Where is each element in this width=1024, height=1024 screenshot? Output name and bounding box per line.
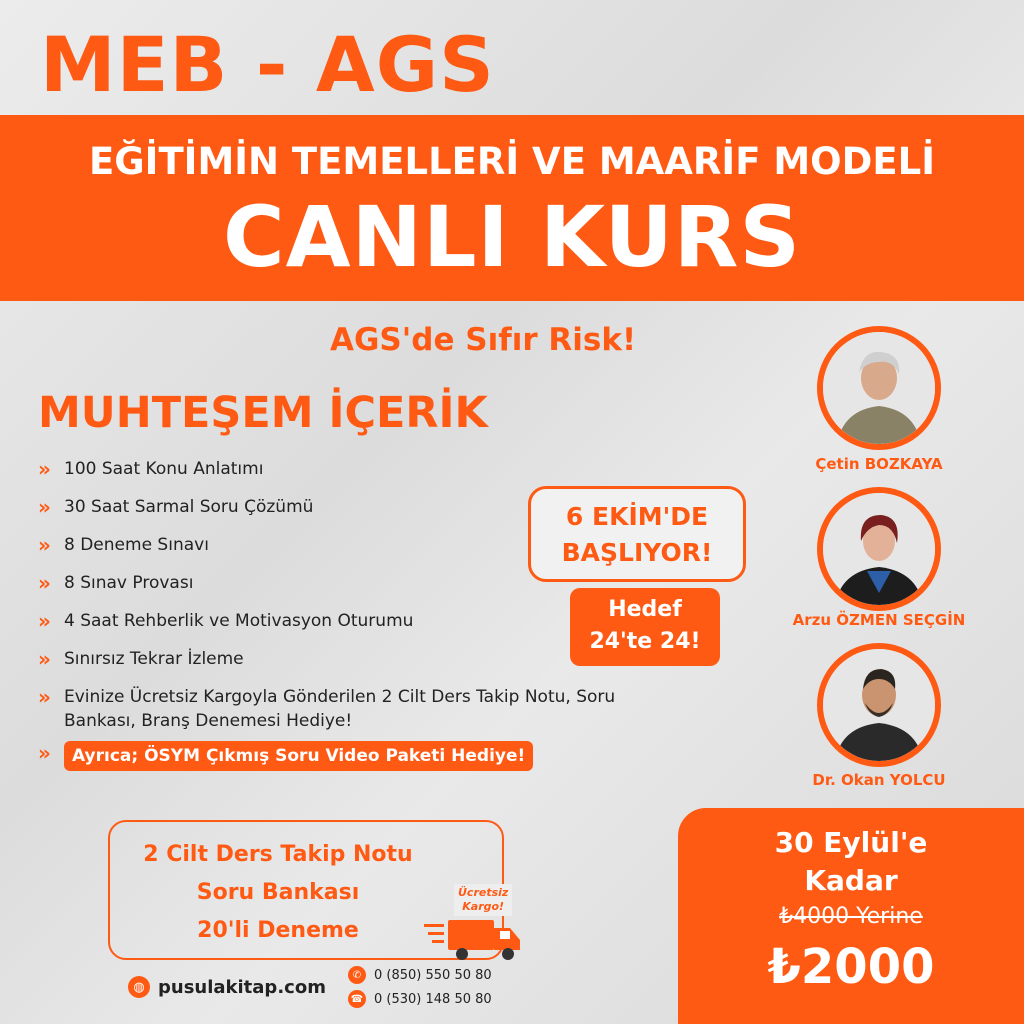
chevron-right-icon: » <box>38 495 51 519</box>
main-title: MEB - AGS <box>40 20 495 109</box>
chevron-right-icon: » <box>38 609 51 633</box>
avatar <box>817 326 941 450</box>
header-banner <box>0 115 1024 301</box>
cargo-line-2: Kargo! <box>462 900 505 913</box>
teacher-photo-1 <box>823 332 935 444</box>
price-deadline-line-2: Kadar <box>804 864 898 897</box>
old-price: ₺4000 Yerine <box>779 904 923 929</box>
chevron-right-icon: » <box>38 571 51 595</box>
free-cargo-label <box>454 884 512 916</box>
goal-line-2: 24'te 24! <box>589 629 701 654</box>
bundle-item: 2 Cilt Ders Takip Notu <box>143 842 413 867</box>
phone-icon: ☎ <box>348 990 366 1008</box>
list-item-text: 30 Saat Sarmal Soru Çözümü <box>64 497 314 517</box>
cargo-line-1: Ücretsiz <box>458 886 509 899</box>
list-item-text: 8 Sınav Provası <box>64 573 194 593</box>
bundle-item: Soru Bankası <box>196 880 360 905</box>
avatar <box>817 643 941 767</box>
list-item-text: 4 Saat Rehberlik ve Motivasyon Oturumu <box>64 611 414 631</box>
website[interactable] <box>128 976 326 998</box>
list-item <box>38 685 698 733</box>
banner-headline: CANLI KURS <box>223 188 801 286</box>
goal-box <box>570 588 720 666</box>
chevron-right-icon: » <box>38 533 51 557</box>
list-item-text: Ayrıca; ÖSYM Çıkmış Soru Video Paketi Hediye! <box>64 741 533 771</box>
teacher-photo-3 <box>823 649 935 761</box>
phone-contact[interactable] <box>348 990 492 1008</box>
teacher-name-1: Çetin BOZKAYA <box>815 455 943 473</box>
price-deadline-line-1: 30 Eylül'e <box>774 826 928 859</box>
chevron-right-icon: » <box>38 741 51 765</box>
bundle-item: 20'li Deneme <box>197 918 359 943</box>
whatsapp-icon: ✆ <box>348 966 366 984</box>
whatsapp-number[interactable]: 0 (850) 550 50 80 <box>374 967 492 983</box>
banner-subtitle: EĞİTİMİN TEMELLERİ VE MAARİF MODELİ <box>89 140 935 183</box>
start-line-2: BAŞLIYOR! <box>561 538 713 567</box>
list-item-highlight <box>38 741 698 771</box>
globe-icon: ◍ <box>128 976 150 998</box>
whatsapp-contact[interactable] <box>348 966 492 984</box>
content-title: MUHTEŞEM İÇERİK <box>38 388 488 438</box>
truck-icon <box>424 916 524 962</box>
goal-line-1: Hedef <box>608 597 682 622</box>
list-item-text: 100 Saat Konu Anlatımı <box>64 459 264 479</box>
list-item <box>38 457 698 481</box>
website-link[interactable]: pusulakitap.com <box>158 976 326 998</box>
chevron-right-icon: » <box>38 647 51 671</box>
chevron-right-icon: » <box>38 457 51 481</box>
list-item-text: 8 Deneme Sınavı <box>64 535 209 555</box>
start-date-box <box>528 486 746 582</box>
chevron-right-icon: » <box>38 685 51 709</box>
teacher-name-3: Dr. Okan YOLCU <box>812 771 946 789</box>
list-item-text: Sınırsız Tekrar İzleme <box>64 649 244 669</box>
tagline: AGS'de Sıfır Risk! <box>330 322 637 358</box>
new-price: ₺2000 <box>767 939 935 995</box>
start-line-1: 6 EKİM'DE <box>565 502 709 531</box>
list-item-text: Evinize Ücretsiz Kargoyla Gönderilen 2 Cilt Ders Takip Notu, Soru Bankası, Branş Denemesi Hediye! <box>64 687 616 731</box>
teacher-photo-2 <box>823 493 935 605</box>
price-box <box>678 808 1024 1024</box>
phone-number[interactable]: 0 (530) 148 50 80 <box>374 991 492 1007</box>
avatar <box>817 487 941 611</box>
teacher-name-2: Arzu ÖZMEN SEÇGİN <box>792 611 966 629</box>
